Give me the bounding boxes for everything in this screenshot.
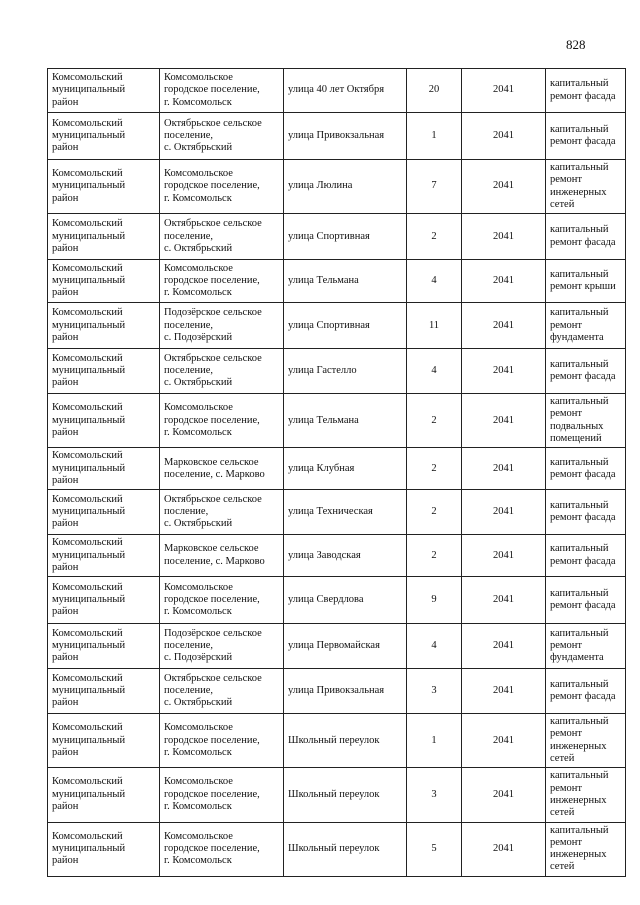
cell-line: Комсомольское (164, 722, 233, 734)
cell-line: муниципальный (52, 84, 126, 96)
cell-line: городское поселение, (164, 842, 260, 854)
house-number-cell: 3 (407, 768, 462, 822)
cell-line: г. Комсомольск (164, 855, 232, 867)
cell-line: капитальный (550, 123, 609, 135)
district-cell (48, 260, 160, 303)
settlement-cell (160, 669, 284, 714)
year-cell: 2041 (462, 69, 546, 113)
street-cell: улица Тельмана (284, 394, 407, 448)
cell-line: капитальный (550, 78, 609, 90)
work-type-cell (546, 535, 626, 577)
year-cell: 2041 (462, 303, 546, 349)
cell-line: г. Комсомольск (164, 426, 232, 438)
cell-line: муниципальный (52, 685, 126, 696)
table-row (48, 535, 626, 577)
year-cell: 2041 (462, 535, 546, 577)
cell-line: капитальный (550, 268, 609, 280)
cell-line: ремонт (550, 408, 583, 420)
cell-line: Подозёрское сельское (164, 627, 262, 639)
cell-line: инженерных (550, 849, 607, 861)
house-number-cell: 2 (407, 394, 462, 448)
cell-line: ремонт (550, 728, 583, 740)
table-row (48, 303, 626, 349)
work-type-cell (546, 768, 626, 822)
table-row (48, 822, 626, 876)
cell-line: капитальный (550, 543, 609, 555)
work-type-cell (546, 394, 626, 448)
street-cell: улица Техническая (284, 490, 407, 535)
cell-line: муниципальный (52, 640, 126, 651)
house-number-cell: 4 (407, 349, 462, 394)
cell-line: ремонт фасада (550, 600, 616, 612)
house-number-cell: 9 (407, 577, 462, 624)
district-cell (48, 303, 160, 349)
cell-line: муниципальный (52, 842, 126, 854)
year-cell: 2041 (462, 768, 546, 822)
settlement-cell (160, 490, 284, 535)
cell-line: капитальный (550, 224, 609, 236)
cell-line: г. Комсомольск (164, 192, 232, 204)
district-cell (48, 669, 160, 714)
cell-line: ремонт фасада (550, 236, 616, 248)
cell-line: Комсомольское (164, 262, 233, 274)
year-cell: 2041 (462, 624, 546, 669)
cell-line: фундамента (550, 331, 604, 343)
street-cell: улица Спортивная (284, 303, 407, 349)
year-cell: 2041 (462, 394, 546, 448)
cell-line: г. Комсомольск (164, 801, 232, 813)
work-type-cell (546, 624, 626, 669)
work-type-cell (546, 349, 626, 394)
cell-line: Комсомольский (52, 262, 123, 274)
cell-line: с. Октябрьский (164, 697, 233, 709)
cell-line: капитальный (550, 716, 609, 728)
district-cell (48, 768, 160, 822)
cell-line: муниципальный (52, 414, 126, 426)
cell-line: городское поселение, (164, 594, 260, 605)
cell-line: капитальный (550, 678, 609, 690)
cell-line: Комсомольское (164, 830, 233, 842)
cell-line: муниципальный (52, 734, 126, 746)
district-cell (48, 624, 160, 669)
settlement-cell (160, 714, 284, 768)
cell-line: Комсомольский (52, 722, 123, 734)
district-cell (48, 394, 160, 448)
cell-line: Комсомольский (52, 307, 123, 319)
street-cell: Школьный переулок (284, 822, 407, 876)
table-row (48, 113, 626, 160)
district-cell (48, 160, 160, 214)
district-cell (48, 490, 160, 535)
cell-line: муниципальный (52, 506, 126, 518)
settlement-cell (160, 260, 284, 303)
street-cell: улица Гастелло (284, 349, 407, 394)
cell-line: ремонт (550, 319, 583, 331)
year-cell: 2041 (462, 490, 546, 535)
cell-line: городское поселение, (164, 84, 260, 96)
cell-line: ремонт (550, 174, 583, 186)
cell-line: г. Комсомольск (164, 746, 232, 758)
cell-line: сетей (550, 753, 575, 765)
settlement-cell (160, 303, 284, 349)
table-row (48, 214, 626, 260)
work-type-cell (546, 577, 626, 624)
cell-line: с. Подозёрский (164, 331, 233, 343)
cell-line: поселение, (164, 230, 214, 242)
cell-line: район (52, 377, 79, 389)
cell-line: капитальный (550, 307, 609, 319)
cell-line: Комсомольское (164, 402, 233, 414)
cell-line: сетей (550, 807, 575, 819)
street-cell: Школьный переулок (284, 714, 407, 768)
year-cell: 2041 (462, 577, 546, 624)
work-type-cell (546, 69, 626, 113)
street-cell: улица 40 лет Октября (284, 69, 407, 113)
cell-line: ремонт фасада (550, 371, 616, 383)
cell-line: фундамента (550, 652, 604, 664)
street-cell: улица Люлина (284, 160, 407, 214)
cell-line: Комсомольский (52, 218, 123, 230)
cell-line: район (52, 561, 79, 573)
cell-line: Комсомольский (52, 581, 123, 593)
cell-line: Марковское сельское (164, 543, 259, 555)
cell-line: ремонт фасада (550, 468, 616, 480)
year-cell: 2041 (462, 160, 546, 214)
street-cell: улица Первомайская (284, 624, 407, 669)
cell-line: Октябрьское сельское (164, 117, 262, 129)
table-row (48, 349, 626, 394)
year-cell: 2041 (462, 714, 546, 768)
cell-line: Комсомольский (52, 830, 123, 842)
cell-line: капитальный (550, 396, 609, 408)
cell-line: район (52, 518, 79, 530)
house-number-cell: 2 (407, 535, 462, 577)
cell-line: Комсомольский (52, 776, 123, 788)
cell-line: Комсомольский (52, 168, 123, 180)
year-cell: 2041 (462, 214, 546, 260)
settlement-cell (160, 624, 284, 669)
cell-line: Комсомольский (52, 72, 123, 84)
cell-line: ремонт фасада (550, 512, 616, 524)
cell-line: ремонт фасада (550, 555, 616, 567)
district-cell (48, 448, 160, 490)
table-row (48, 714, 626, 768)
street-cell: Школьный переулок (284, 768, 407, 822)
cell-line: г. Комсомольск (164, 287, 232, 299)
house-number-cell: 11 (407, 303, 462, 349)
table-row (48, 448, 626, 490)
work-type-cell (546, 303, 626, 349)
work-type-cell (546, 113, 626, 160)
cell-line: г. Комсомольск (164, 96, 232, 108)
settlement-cell (160, 535, 284, 577)
table-row (48, 577, 626, 624)
cell-line: муниципальный (52, 275, 126, 287)
cell-line: район (52, 855, 79, 867)
cell-line: городское поселение, (164, 275, 260, 287)
house-number-cell: 5 (407, 822, 462, 876)
cell-line: Октябрьское сельское (164, 672, 262, 684)
cell-line: поселение, с. Марково (164, 555, 265, 567)
table-body (48, 69, 626, 877)
cell-line: городское поселение, (164, 180, 260, 192)
cell-line: ремонт (550, 782, 583, 794)
cell-line: капитальный (550, 587, 609, 599)
cell-line: район (52, 142, 79, 154)
cell-line: с. Подозёрский (164, 652, 233, 664)
cell-line: район (52, 426, 79, 438)
cell-line: городское поселение, (164, 414, 260, 426)
cell-line: поселение, с. Марково (164, 468, 265, 480)
cell-line: ремонт (550, 836, 583, 848)
street-cell: улица Тельмана (284, 260, 407, 303)
cell-line: ремонт фасада (550, 136, 616, 147)
settlement-cell (160, 160, 284, 214)
cell-line: ремонт фасада (550, 90, 616, 102)
cell-line: капитальный (550, 499, 609, 511)
cell-line: Комсомольское (164, 72, 233, 84)
cell-line: ремонт (550, 640, 583, 651)
cell-line: поселение, (164, 685, 214, 696)
cell-line: подвальных (550, 420, 604, 432)
cell-line: Комсомольское (164, 581, 233, 593)
cell-line: Комсомольский (52, 627, 123, 639)
house-number-cell: 4 (407, 624, 462, 669)
district-cell (48, 69, 160, 113)
settlement-cell (160, 394, 284, 448)
cell-line: район (52, 652, 79, 664)
settlement-cell (160, 768, 284, 822)
cell-line: капитальный (550, 456, 609, 468)
cell-line: муниципальный (52, 365, 126, 377)
cell-line: муниципальный (52, 788, 126, 800)
cell-line: муниципальный (52, 594, 126, 605)
house-number-cell: 4 (407, 260, 462, 303)
year-cell: 2041 (462, 669, 546, 714)
page-number: 828 (566, 37, 586, 52)
year-cell: 2041 (462, 822, 546, 876)
cell-line: посление, (164, 506, 209, 518)
table-row (48, 768, 626, 822)
work-type-cell (546, 490, 626, 535)
table-row (48, 260, 626, 303)
cell-line: Комсомольский (52, 117, 123, 129)
cell-line: район (52, 746, 79, 758)
settlement-cell (160, 349, 284, 394)
cell-line: инженерных (550, 740, 607, 752)
cell-line: Октябрьское сельское (164, 218, 262, 230)
cell-line: помещений (550, 433, 602, 445)
year-cell: 2041 (462, 448, 546, 490)
street-cell: улица Свердлова (284, 577, 407, 624)
settlement-cell (160, 214, 284, 260)
year-cell: 2041 (462, 260, 546, 303)
cell-line: Комсомольский (52, 402, 123, 414)
cell-line: капитальный (550, 162, 609, 173)
cell-line: район (52, 474, 79, 486)
cell-line: муниципальный (52, 462, 126, 474)
table-row (48, 490, 626, 535)
house-number-cell: 3 (407, 669, 462, 714)
cell-line: с. Октябрьский (164, 377, 233, 389)
house-number-cell: 7 (407, 160, 462, 214)
district-cell (48, 714, 160, 768)
cell-line: Комсомольский (52, 352, 123, 364)
cell-line: район (52, 801, 79, 813)
cell-line: Подозёрское сельское (164, 307, 262, 319)
settlement-cell (160, 577, 284, 624)
cell-line: муниципальный (52, 549, 126, 561)
district-cell (48, 535, 160, 577)
street-cell: улица Привокзальная (284, 113, 407, 160)
street-cell: улица Привокзальная (284, 669, 407, 714)
cell-line: Комсомольский (52, 537, 123, 549)
house-number-cell: 2 (407, 214, 462, 260)
cell-line: с. Октябрьский (164, 518, 233, 530)
district-cell (48, 577, 160, 624)
settlement-cell (160, 113, 284, 160)
cell-line: муниципальный (52, 180, 126, 192)
house-number-cell: 1 (407, 113, 462, 160)
work-type-cell (546, 669, 626, 714)
cell-line: поселение, (164, 365, 214, 377)
house-number-cell: 2 (407, 448, 462, 490)
house-number-cell: 2 (407, 490, 462, 535)
table-row (48, 69, 626, 113)
cell-line: район (52, 606, 79, 618)
cell-line: поселение, (164, 319, 214, 331)
table-row (48, 160, 626, 214)
work-type-cell (546, 260, 626, 303)
cell-line: инженерных (550, 794, 607, 806)
street-cell: улица Спортивная (284, 214, 407, 260)
house-number-cell: 1 (407, 714, 462, 768)
settlement-cell (160, 822, 284, 876)
table-row (48, 624, 626, 669)
cell-line: Комсомольский (52, 450, 123, 462)
cell-line: район (52, 287, 79, 299)
work-type-cell (546, 822, 626, 876)
cell-line: сетей (550, 861, 575, 873)
cell-line: район (52, 242, 79, 254)
district-cell (48, 822, 160, 876)
cell-line: городское поселение, (164, 788, 260, 800)
cell-line: муниципальный (52, 319, 126, 331)
street-cell: улица Заводская (284, 535, 407, 577)
cell-line: с. Октябрьский (164, 242, 233, 254)
cell-line: капитальный (550, 770, 609, 782)
cell-line: поселение, (164, 129, 214, 141)
street-cell: улица Клубная (284, 448, 407, 490)
repair-schedule-table (47, 68, 626, 877)
cell-line: район (52, 331, 79, 343)
cell-line: Октябрьское сельское (164, 352, 262, 364)
cell-line: капитальный (550, 824, 609, 836)
cell-line: с. Октябрьский (164, 142, 233, 154)
cell-line: район (52, 192, 79, 204)
cell-line: район (52, 96, 79, 108)
cell-line: Комсомольское (164, 776, 233, 788)
cell-line: Марковское сельское (164, 456, 259, 468)
work-type-cell (546, 160, 626, 214)
settlement-cell (160, 69, 284, 113)
cell-line: Комсомольское (164, 168, 233, 180)
work-type-cell (546, 214, 626, 260)
work-type-cell (546, 714, 626, 768)
cell-line: Октябрьское сельское (164, 493, 262, 505)
cell-line: г. Комсомольск (164, 606, 232, 618)
cell-line: Комсомольский (52, 493, 123, 505)
district-cell (48, 214, 160, 260)
cell-line: муниципальный (52, 230, 126, 242)
cell-line: ремонт фасада (550, 691, 616, 703)
cell-line: городское поселение, (164, 734, 260, 746)
settlement-cell (160, 448, 284, 490)
cell-line: район (52, 697, 79, 709)
work-type-cell (546, 448, 626, 490)
district-cell (48, 349, 160, 394)
year-cell: 2041 (462, 113, 546, 160)
year-cell: 2041 (462, 349, 546, 394)
cell-line: ремонт крыши (550, 281, 616, 293)
cell-line: сетей (550, 198, 575, 210)
cell-line: муниципальный (52, 129, 126, 141)
cell-line: капитальный (550, 358, 609, 370)
cell-line: капитальный (550, 627, 609, 639)
table-row (48, 669, 626, 714)
cell-line: поселение, (164, 640, 214, 651)
cell-line: Комсомольский (52, 672, 123, 684)
district-cell (48, 113, 160, 160)
table-row (48, 394, 626, 448)
cell-line: инженерных (550, 186, 607, 198)
house-number-cell: 20 (407, 69, 462, 113)
